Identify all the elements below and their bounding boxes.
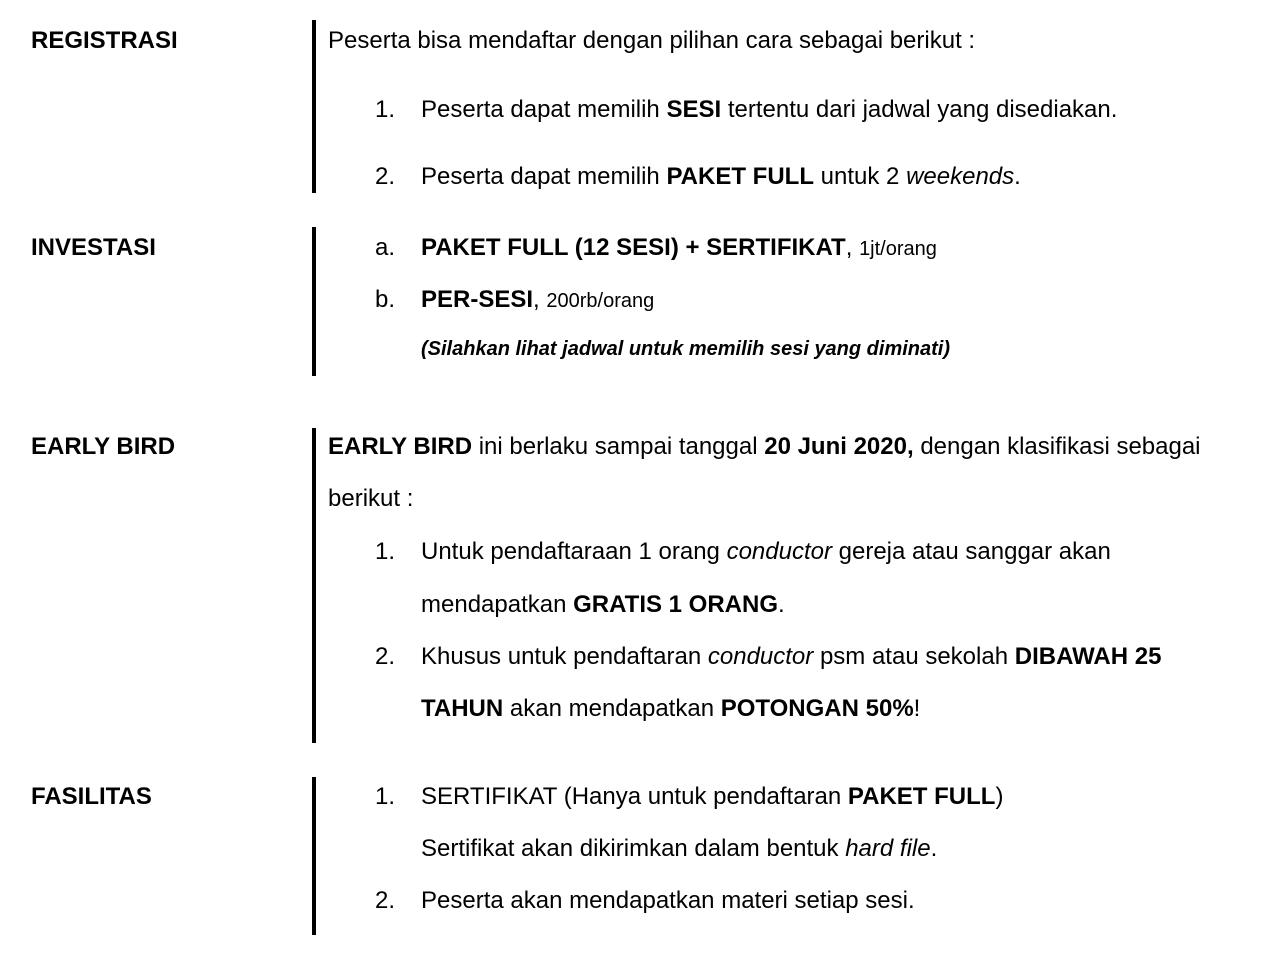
list-item: Peserta akan mendapatkan materi setiap sesi. bbox=[421, 887, 915, 914]
list-number: 2. bbox=[375, 643, 396, 670]
list-item: Peserta dapat memilih PAKET FULL untuk 2 weekends. bbox=[421, 163, 1021, 190]
section-divider bbox=[312, 20, 316, 193]
list-item: SERTIFIKAT (Hanya untuk pendaftaran PAKET FULL) bbox=[421, 783, 1004, 810]
section-divider bbox=[312, 777, 316, 935]
section-label-registrasi: REGISTRASI bbox=[31, 27, 178, 54]
list-number: 2. bbox=[375, 887, 396, 914]
list-letter: a. bbox=[375, 234, 396, 261]
list-item-sub: Sertifikat akan dikirimkan dalam bentuk hard file. bbox=[421, 835, 938, 862]
section-divider bbox=[312, 227, 316, 376]
early-bird-intro-cont: berikut : bbox=[328, 485, 414, 512]
list-item: Khusus untuk pendaftaran conductor psm atau sekolah DIBAWAH 25 bbox=[421, 643, 1162, 670]
list-item: Peserta dapat memilih SESI tertentu dari jadwal yang disediakan. bbox=[421, 96, 1118, 123]
early-bird-intro: EARLY BIRD ini berlaku sampai tanggal 20 Juni 2020, dengan klasifikasi sebagai bbox=[328, 433, 1201, 460]
list-number: 1. bbox=[375, 783, 396, 810]
list-item: PER-SESI, 200rb/orang bbox=[421, 286, 655, 313]
investasi-note: (Silahkan lihat jadwal untuk memilih sesi yang diminati) bbox=[421, 338, 951, 360]
list-number: 1. bbox=[375, 96, 396, 123]
section-label-fasilitas: FASILITAS bbox=[31, 783, 152, 810]
list-item: Untuk pendaftaraan 1 orang conductor gereja atau sanggar akan bbox=[421, 538, 1111, 565]
list-letter: b. bbox=[375, 286, 396, 313]
list-number: 2. bbox=[375, 163, 396, 190]
list-item-cont: TAHUN akan mendapatkan POTONGAN 50%! bbox=[421, 695, 921, 722]
section-divider bbox=[312, 428, 316, 743]
section-label-investasi: INVESTASI bbox=[31, 234, 156, 261]
list-item: PAKET FULL (12 SESI) + SERTIFIKAT, 1jt/orang bbox=[421, 234, 937, 261]
registrasi-intro: Peserta bisa mendaftar dengan pilihan cara sebagai berikut : bbox=[328, 27, 976, 54]
list-item-cont: mendapatkan GRATIS 1 ORANG. bbox=[421, 591, 785, 618]
section-label-early-bird: EARLY BIRD bbox=[31, 433, 176, 460]
list-number: 1. bbox=[375, 538, 396, 565]
